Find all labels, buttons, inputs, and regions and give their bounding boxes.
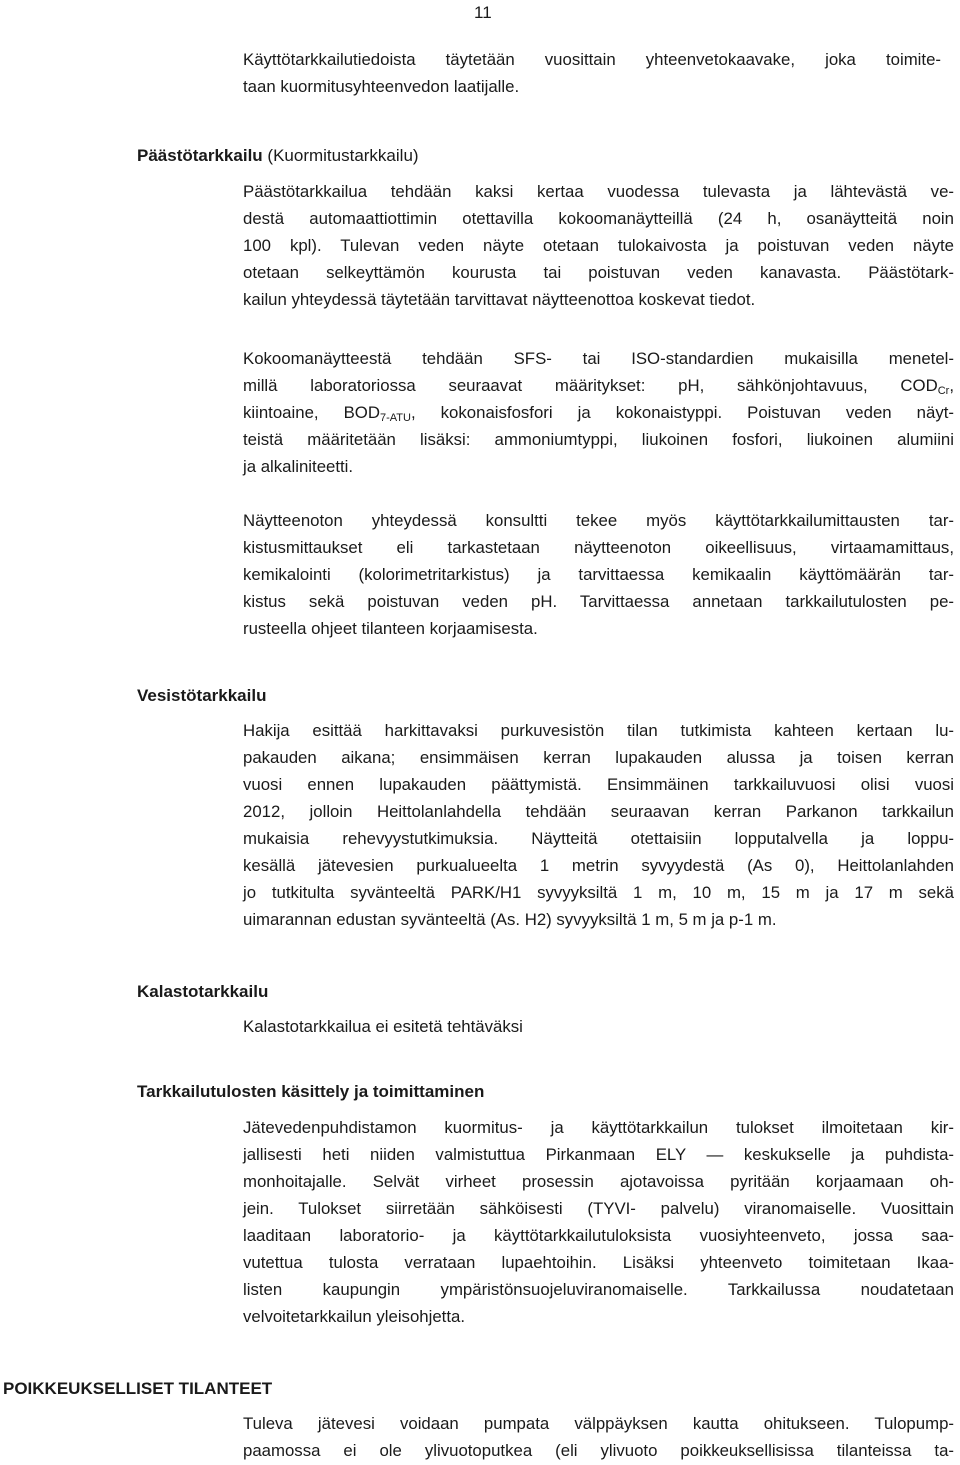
text-line: Päästötarkkailua tehdään kaksi kertaa vuodessa tulevasta ja lähtevästä ve- (243, 182, 954, 201)
intro-paragraph (243, 46, 941, 100)
kalastotarkkailu-paragraph (243, 1013, 954, 1040)
text-line: destä automaattiottimin otettavilla kokoomanäytteillä (24 h, osanäytteitä noin (243, 209, 954, 228)
text-line: Näytteenoton yhteydessä konsultti tekee myös käyttötarkkailumittausten tar- (243, 511, 954, 530)
vesistotarkkailu-paragraph (243, 717, 954, 933)
paastotarkkailu-paragraph-3 (243, 507, 954, 642)
paastotarkkailu-paragraph-2 (243, 345, 954, 480)
section-heading-paastotarkkailu (137, 142, 419, 170)
text-line: jo tutkitulta syvänteeltä PARK/H1 syvyyksiltä 1 m, 10 m, 15 m ja 17 m sekä (243, 883, 954, 902)
subscript: 7-ATU (379, 412, 411, 424)
text-line: Hakija esittää harkittavaksi purkuvesistön tilan tutkimista kahteen kertaan lu- (243, 721, 954, 740)
text-line: vuosi ennen lupakauden päättymistä. Ensimmäinen tarkkailuvuosi olisi vuosi (243, 775, 954, 794)
text-line: otetaan selkeyttämön kourusta tai poistuvan veden kanavasta. Päästötark- (243, 263, 954, 282)
text-line: paamossa ei ole ylivuotoputkea (eli ylivuoto poikkeuksellisissa tilanteissa ta- (243, 1441, 954, 1460)
text-line: 2012, jolloin Heittolanlahdella tehdään seuraavan kerran Parkanon tarkkailun (243, 802, 954, 821)
text-line: rusteella ohjeet tilanteen korjaamisesta. (243, 619, 538, 638)
section-heading-poikkeukselliset-tilanteet: POIKKEUKSELLISET TILANTEET (3, 1379, 273, 1398)
paastotarkkailu-paragraph-1 (243, 178, 954, 313)
text-line: Tuleva jätevesi voidaan pumpata välppäyksen kautta ohitukseen. Tulopump- (243, 1414, 954, 1433)
text-line: kistus sekä poistuvan veden pH. Tarvittaessa annetaan tarkkailutulosten pe- (243, 592, 954, 611)
text-line: monhoitajalle. Selvät virheet prosessin ajotavoissa pyritään korjaamaan oh- (243, 1172, 954, 1191)
text-line: vutettua tulosta verrataan lupaehtoihin. Lisäksi yhteenveto toimitetaan Ikaa- (243, 1253, 954, 1272)
text-line: uimarannan edustan syvänteeltä (As. H2) syvyyksiltä 1 m, 5 m ja p-1 m. (243, 910, 777, 929)
subscript: Cr (937, 385, 950, 397)
text-line (243, 399, 954, 426)
text-line (243, 372, 954, 399)
text-line: listen kaupungin ympäristönsuojeluviranomaiselle. Tarkkailussa noudatetaan (243, 1280, 954, 1299)
page-number: 11 (474, 3, 492, 22)
text-line: taan kuormitusyhteenvedon laatijalle. (243, 77, 520, 96)
text-line: velvoitetarkkailun yleisohjetta. (243, 1307, 465, 1326)
text-line: kemikalointi (kolorimetritarkistus) ja tarvittaessa kemikaalin käyttömäärän tar- (243, 565, 954, 584)
heading-bold-text: Päästötarkkailu (137, 146, 263, 165)
section-heading-kalastotarkkailu: Kalastotarkkailu (137, 982, 269, 1001)
text-line: 100 kpl). Tulevan veden näyte otetaan tulokaivosta ja poistuvan veden näyte (243, 236, 954, 255)
text-line: kistusmittaukset eli tarkastetaan näytteenoton oikeellisuus, virtaamamittaus, (243, 538, 954, 557)
text-line: Kokoomanäytteestä tehdään SFS- tai ISO-standardien mukaisilla menetel- (243, 349, 954, 368)
poikkeukselliset-paragraph (243, 1410, 954, 1464)
text-line: kailun yhteydessä täytetään tarvittavat näytteenottoa koskevat tiedot. (243, 290, 756, 309)
text-line: Kalastotarkkailua ei esitetä tehtäväksi (243, 1017, 523, 1036)
section-heading-tarkkailutulosten-kasittely: Tarkkailutulosten käsittely ja toimittaminen (137, 1082, 485, 1101)
text-line: pakauden aikana; ensimmäisen kerran lupakauden alussa ja toisen kerran (243, 748, 954, 767)
text-fragment: , kokonaisfosfori ja kokonaistyppi. Poistuvan veden näyt- (410, 403, 954, 422)
section-heading-vesistotarkkailu: Vesistötarkkailu (137, 686, 267, 705)
text-line: kesällä jätevesien purkualueelta 1 metrin syvyydestä (As 0), Heittolanlahden (243, 856, 954, 875)
text-line: Jätevedenpuhdistamon kuormitus- ja käyttötarkkailun tulokset ilmoitetaan kir- (243, 1118, 954, 1137)
text-fragment: millä laboratoriossa seuraavat määritykset: pH, sähkönjohtavuus, COD (243, 376, 938, 395)
text-line: mukaisia rehevyystutkimuksia. Näytteitä otettaisiin lopputalvella ja loppu- (243, 829, 954, 848)
text-line: teistä määritetään lisäksi: ammoniumtyppi, liukoinen fosfori, liukoinen alumiini (243, 430, 954, 449)
tulosten-kasittely-paragraph (243, 1114, 954, 1330)
text-line: Käyttötarkkailutiedoista täytetään vuosittain yhteenvetokaavake, joka toimite- (243, 50, 941, 69)
text-line: ja alkaliniteetti. (243, 457, 354, 476)
text-fragment: kiintoaine, BOD (243, 403, 380, 422)
text-line: jein. Tulokset siirretään sähköisesti (TYVI- palvelu) viranomaiselle. Vuosittain (243, 1199, 954, 1218)
text-line: laaditaan laboratorio- ja käyttötarkkailutuloksista vuosiyhteenveto, jossa saa- (243, 1226, 954, 1245)
heading-normal-text: (Kuormitustarkkailu) (262, 146, 419, 165)
text-line: jallisesti heti niiden valmistuttua Pirkanmaan ELY — keskukselle ja puhdista- (243, 1145, 954, 1164)
text-fragment: , (949, 376, 954, 395)
